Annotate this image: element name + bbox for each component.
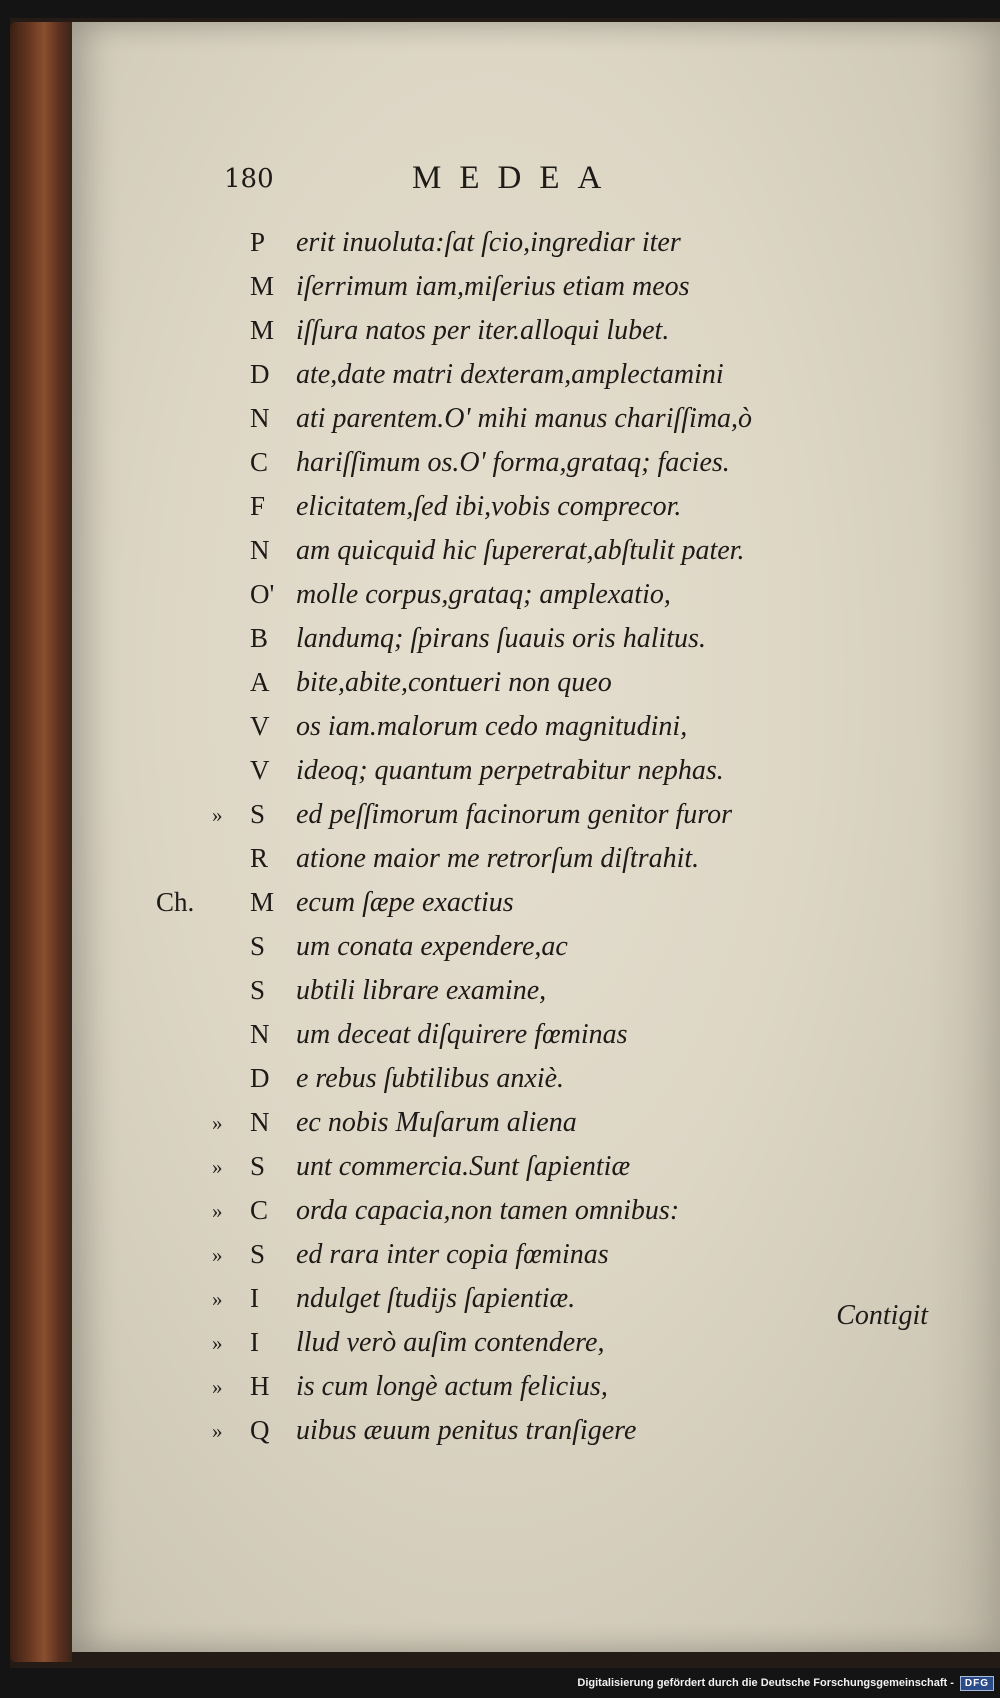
line-initial: D [250, 359, 270, 389]
catchword: Contigit [836, 1300, 928, 1331]
verse-text: ndulget ſtudijs ſapientiæ. [296, 1283, 576, 1314]
verse-line [72, 1107, 1000, 1151]
verse-text: erit inuoluta:ſat ſcio,ingrediar iter [296, 227, 681, 258]
verse-text: llud verò auſim contendere, [296, 1327, 605, 1358]
verse-line [72, 227, 1000, 271]
line-initial: N [250, 535, 270, 565]
sententia-mark: » [212, 1287, 223, 1311]
verse-line [72, 931, 1000, 975]
sententia-mark: » [212, 1419, 223, 1443]
verse-line [72, 491, 1000, 535]
sententia-mark: » [212, 1243, 223, 1267]
verse-text: ec nobis Muſarum aliena [296, 1107, 577, 1138]
verse-line [72, 1239, 1000, 1283]
line-initial: S [250, 975, 266, 1005]
verse-text: orda capacia,non tamen omnibus: [296, 1195, 680, 1226]
dfg-logo: DFG [960, 1676, 994, 1691]
running-head [72, 142, 1000, 196]
verse-line [72, 755, 1000, 799]
line-initial: B [250, 623, 269, 653]
line-initial: M [250, 315, 275, 345]
sententia-mark: » [212, 803, 223, 827]
verse-text: uibus æuum penitus tranſigere [296, 1415, 637, 1446]
verse-text: ed peſſimorum facinorum genitor furor [296, 799, 733, 830]
sententia-mark: » [212, 1111, 223, 1135]
line-initial: V [250, 755, 270, 785]
verse-text: ubtili librare examine, [296, 975, 547, 1006]
verse-text: ati parentem.O' mihi manus chariſſima,ò [296, 403, 753, 434]
verse-text: ideoq; quantum perpetrabitur nephas. [296, 755, 724, 786]
line-initial: O' [250, 579, 275, 609]
verse-text: os iam.malorum cedo magnitudini, [296, 711, 688, 742]
verse-line [72, 711, 1000, 755]
line-initial: N [250, 1019, 270, 1049]
line-initial: F [250, 491, 266, 521]
line-initial: Q [250, 1415, 270, 1445]
line-initial: S [250, 931, 266, 961]
verse-text: bite,abite,contueri non queo [296, 667, 612, 698]
line-initial: C [250, 447, 269, 477]
verse-line [72, 447, 1000, 491]
verse-text: e rebus ſubtilibus anxiè. [296, 1063, 565, 1094]
sententia-mark: » [212, 1199, 223, 1223]
verse-text: is cum longè actum felicius, [296, 1371, 608, 1402]
verse-text: unt commercia.Sunt ſapientiæ [296, 1151, 631, 1182]
line-initial: S [250, 799, 266, 829]
line-initial: D [250, 1063, 270, 1093]
line-initial: S [250, 1151, 266, 1181]
verse-line [72, 887, 1000, 931]
verse-line [72, 535, 1000, 579]
page-title: MEDEA [412, 160, 620, 196]
digitization-footer [577, 1668, 1000, 1698]
page-number: 180 [224, 164, 274, 194]
sententia-mark: » [212, 1375, 223, 1399]
line-initial: R [250, 843, 269, 873]
verse-line [72, 271, 1000, 315]
verse-text: ate,date matri dexteram,amplectamini [296, 359, 724, 390]
verse-text: ed rara inter copia fœminas [296, 1239, 609, 1270]
book-spine [10, 22, 72, 1662]
line-initial: V [250, 711, 270, 741]
line-initial: I [250, 1283, 259, 1313]
verse-line [72, 403, 1000, 447]
verse-text: hariſſimum os.O' forma,grataq; facies. [296, 447, 730, 478]
line-initial: S [250, 1239, 266, 1269]
verse-line [72, 799, 1000, 843]
book-page [72, 22, 1000, 1652]
line-initial: M [250, 271, 275, 301]
verse-line [72, 623, 1000, 667]
sententia-mark: » [212, 1155, 223, 1179]
line-initial: N [250, 1107, 270, 1137]
line-initial: C [250, 1195, 269, 1225]
speaker-label: Ch. [156, 887, 195, 917]
verse-text: molle corpus,grataq; amplexatio, [296, 579, 671, 610]
verse-line [72, 1151, 1000, 1195]
verse-block [72, 227, 1000, 1459]
line-initial: H [250, 1371, 270, 1401]
show-through-marks [230, 1309, 590, 1329]
verse-text: landumq; ſpirans ſuauis oris halitus. [296, 623, 706, 654]
line-initial: P [250, 227, 266, 257]
verse-line [72, 359, 1000, 403]
verse-text: am quicquid hic ſupererat,abſtulit pater. [296, 535, 745, 566]
verse-text: ecum ſæpe exactius [296, 887, 514, 918]
line-initial: A [250, 667, 270, 697]
verse-text: atione maior me retrorſum diſtrahit. [296, 843, 700, 874]
verse-text: elicitatem,ſed ibi,vobis comprecor. [296, 491, 682, 522]
verse-text: um conata expendere,ac [296, 931, 568, 962]
verse-line [72, 1063, 1000, 1107]
line-initial: M [250, 887, 275, 917]
verse-line [72, 667, 1000, 711]
verse-line [72, 1327, 1000, 1371]
line-initial: N [250, 403, 270, 433]
verse-text: iſſura natos per iter.alloqui lubet. [296, 315, 670, 346]
verse-line [72, 1415, 1000, 1459]
verse-line [72, 1195, 1000, 1239]
verse-line [72, 1019, 1000, 1063]
verse-text: iſerrimum iam,miſerius etiam meos [296, 271, 690, 302]
verse-line [72, 975, 1000, 1019]
verse-line [72, 579, 1000, 623]
verse-line [72, 1371, 1000, 1415]
footer-credit: Digitalisierung gefördert durch die Deutsche Forschungsgemeinschaft - [577, 1677, 954, 1689]
verse-text: um deceat diſquirere fœminas [296, 1019, 628, 1050]
sententia-mark: » [212, 1331, 223, 1355]
verse-line [72, 315, 1000, 359]
line-initial: I [250, 1327, 259, 1357]
verse-line [72, 843, 1000, 887]
